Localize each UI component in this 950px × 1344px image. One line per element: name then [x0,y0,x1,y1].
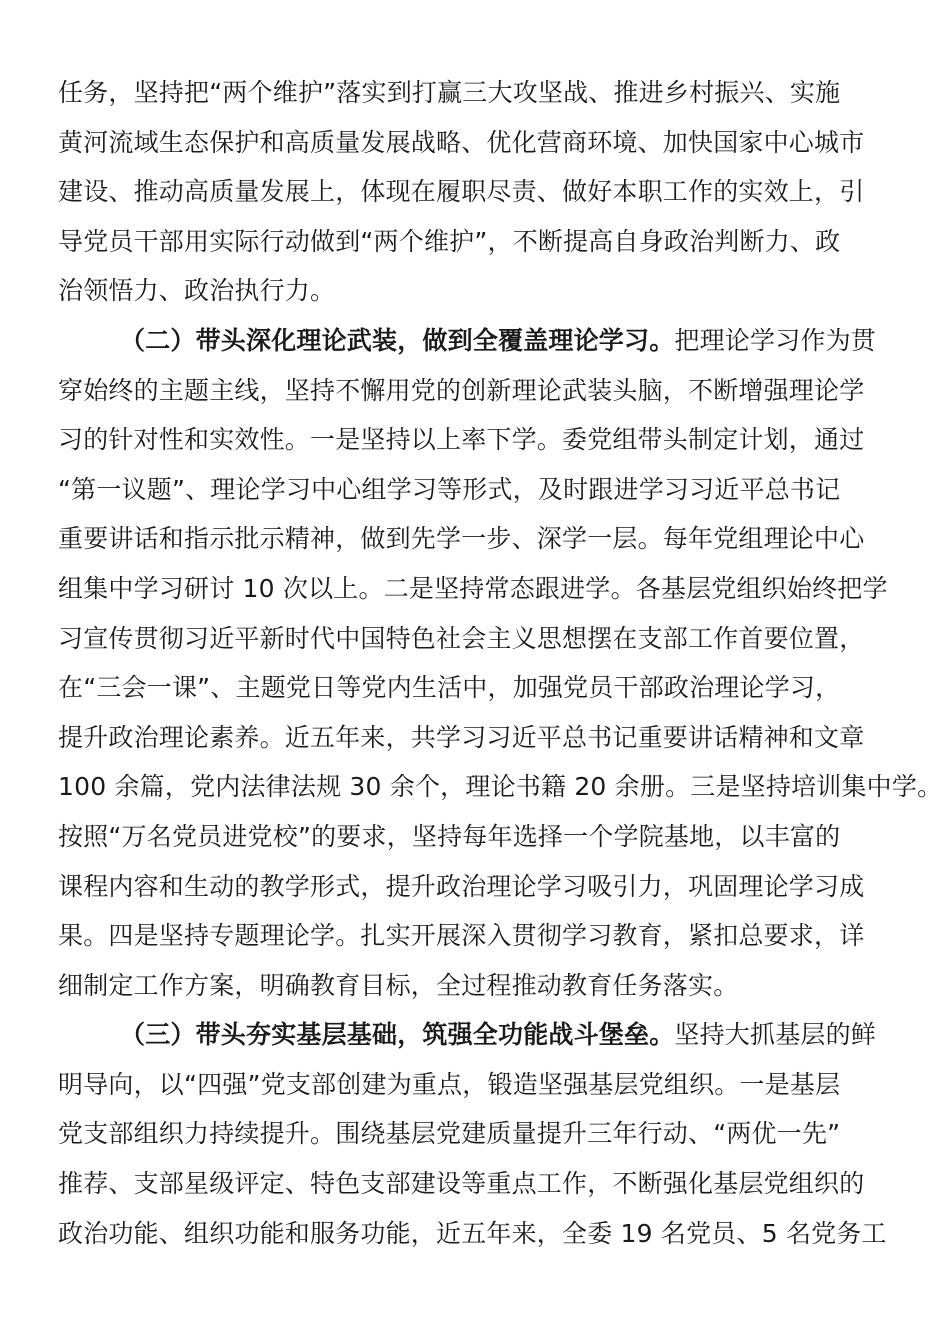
paragraph-first-line [58,1010,908,1060]
paragraph-2 [58,316,943,1010]
section-heading: （二）带头深化理论武装，做到全覆盖理论学习。 [120,325,675,355]
text-line: 穿始终的主题主线，坚持不懈用党的创新理论武装头脑，不断增强理论学 [58,375,865,405]
text-span: 坚持大抓基层的鲜 [674,1020,877,1050]
section-heading: （三）带头夯实基层基础，筑强全功能战斗堡垒。 [120,1020,675,1050]
text-line: 治领悟力、政治执行力。 [58,276,336,306]
paragraph-first-line [58,316,908,366]
text-line: 明导向，以“四强”党支部创建为重点，锻造坚强基层党组织。一是基层 [58,1069,841,1099]
text-line: 提升政治理论素养。近五年来，共学习习近平总书记重要讲话精神和文章 [58,722,865,752]
text-line: 100 余篇，党内法律法规 30 余个，理论书籍 20 余册。三是坚持培训集中学。 [58,772,943,802]
text-span: 把理论学习作为贯 [674,325,877,355]
text-line: 习的针对性和实效性。一是坚持以上率下学。委党组带头制定计划，通过 [58,425,865,455]
text-line: 任务，坚持把“两个维护”落实到打赢三大攻坚战、推进乡村振兴、实施 [58,78,841,107]
text-line: 黄河流域生态保护和高质量发展战略、优化营商环境、加快国家中心城市 [58,127,865,157]
text-line: 导党员干部用实际行动做到“两个维护”，不断提高自身政治判断力、政 [58,226,841,256]
paragraph-1 [58,68,908,316]
text-line: 在“三会一课”、主题党日等党内生活中，加强党员干部政治理论学习， [58,673,841,703]
text-line: “第一议题”、理论学习中心组学习等形式，及时跟进学习习近平总书记 [58,474,841,504]
text-line: 重要讲话和指示批示精神，做到先学一步、深学一层。每年党组理论中心 [58,524,865,554]
text-line: 果。四是坚持专题理论学。扎实开展深入贯彻学习教育，紧扣总要求，详 [58,921,865,951]
text-line: 课程内容和生动的教学形式，提升政治理论学习吸引力，巩固理论学习成 [58,871,865,901]
text-line: 政治功能、组织功能和服务功能，近五年来，全委 19 名党员、5 名党务工 [58,1218,887,1248]
text-line: 按照“万名党员进党校”的要求，坚持每年选择一个学院基地，以丰富的 [58,821,841,851]
text-line: 习宣传贯彻习近平新时代中国特色社会主义思想摆在支部工作首要位置， [58,623,865,653]
text-line: 党支部组织力持续提升。围绕基层党建质量提升三年行动、“两优一先” [58,1119,841,1149]
text-line: 细制定工作方案，明确教育目标，全过程推动教育任务落实。 [58,970,739,1000]
document-page [58,68,943,1258]
text-line: 推荐、支部星级评定、特色支部建设等重点工作，不断强化基层党组织的 [58,1169,865,1199]
text-line: 建设、推动高质量发展上，体现在履职尽责、做好本职工作的实效上，引 [58,177,865,207]
text-line: 组集中学习研讨 10 次以上。二是坚持常态跟进学。各基层党组织始终把学 [58,573,888,603]
paragraph-3 [58,1010,908,1258]
